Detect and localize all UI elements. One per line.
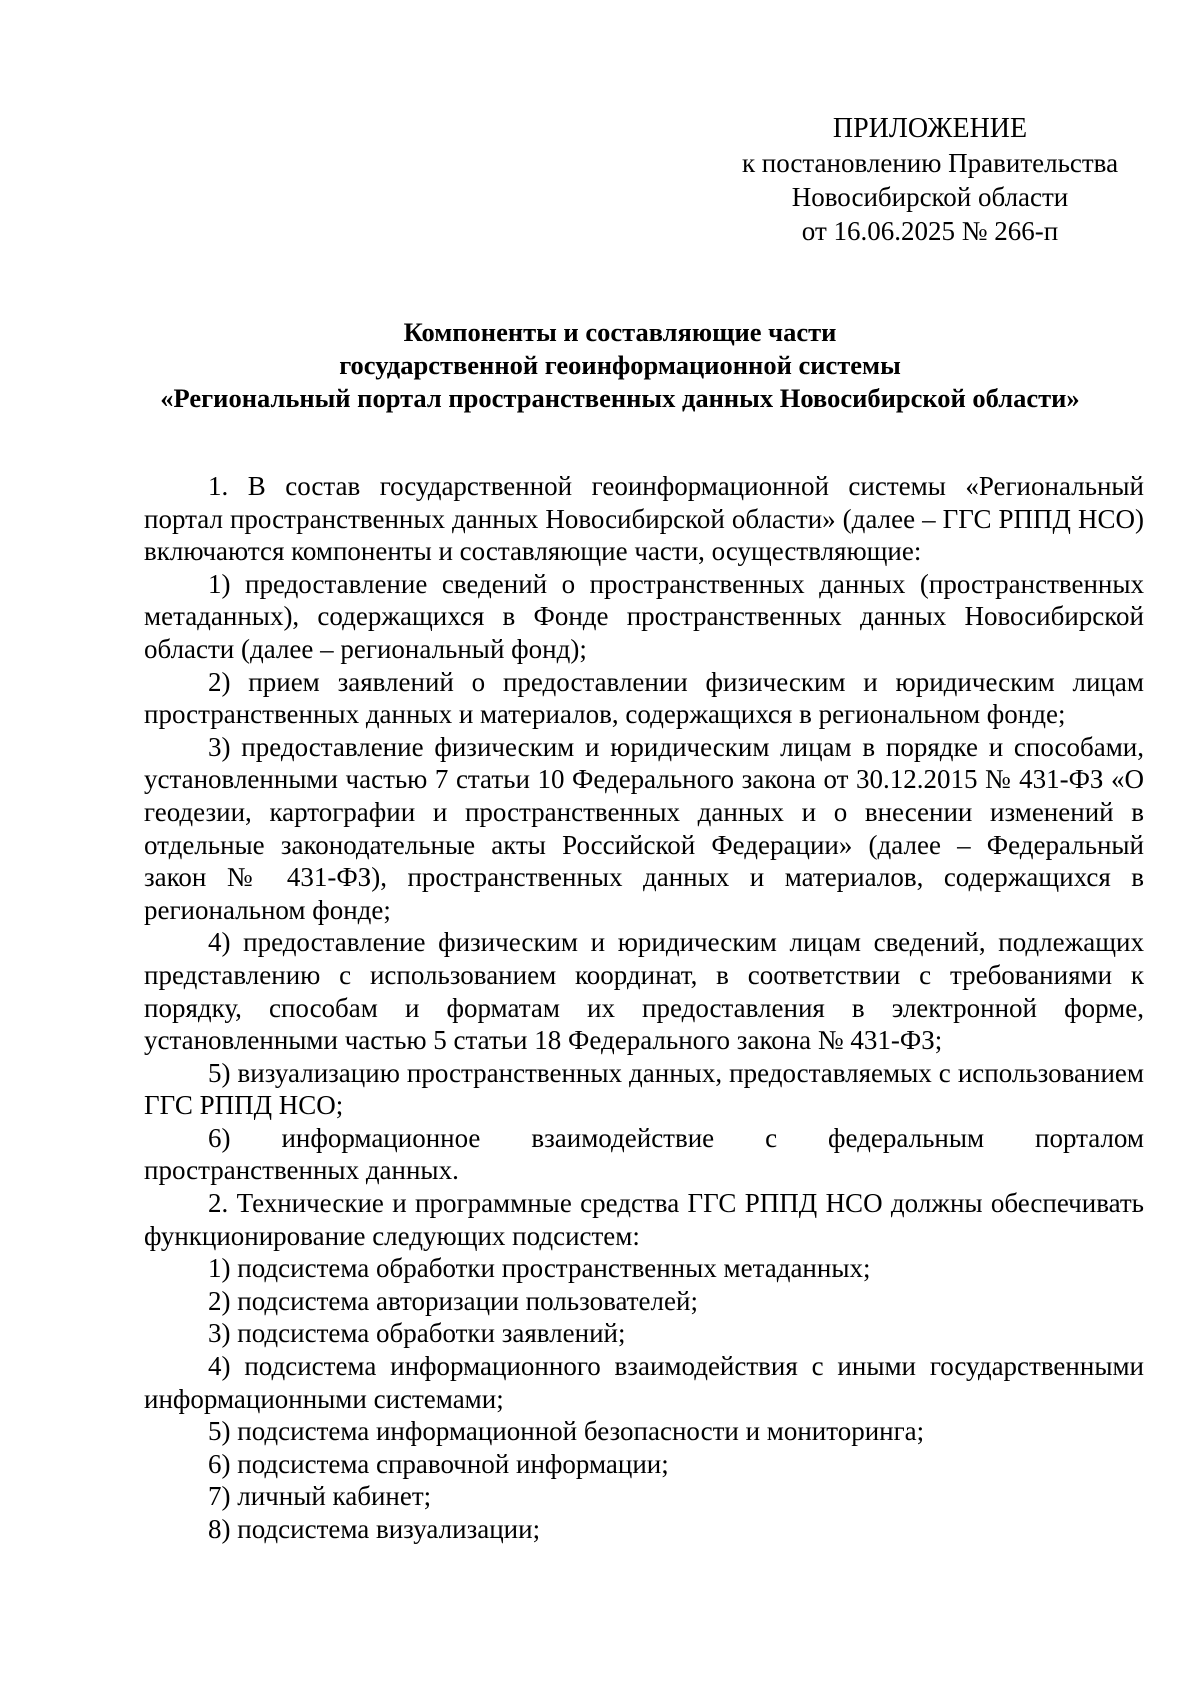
appendix-block: [700, 112, 1160, 248]
paragraph-1: 1. В состав государственной геоинформационной системы «Региональный портал пространственных данных Новосибирской области» (далее – ГГС РППД НСО) включаются компоненты и составляющие части, осуществляющие:: [144, 471, 1144, 567]
paragraph-2-item-7: 7) личный кабинет;: [208, 1481, 432, 1512]
paragraph-1-item-1: 1) предоставление сведений о пространственных данных (пространственных метаданных), содержащихся в Фонде пространственных данных Новосибирской области (далее – региональный фонд);: [144, 568, 1144, 664]
paragraph-2-item-8: 8) подсистема визуализации;: [208, 1514, 541, 1544]
paragraph-2: 2. Технические и программные средства ГГС РППД НСО должны обеспечивать функционирование следующих подсистем:: [144, 1188, 1144, 1251]
paragraph-1-item-2: 2) прием заявлений о предоставлении физическим и юридическим лицам пространственных данных и материалов, содержащихся в региональном фонде;: [144, 666, 1144, 730]
paragraph-1-item-6: 6) информационное взаимодействие с федеральным порталом пространственных данных.: [144, 1122, 1144, 1186]
paragraph-2-item-6: 6) подсистема справочной информации;: [208, 1448, 669, 1479]
paragraph-2-item-1: 1) подсистема обработки пространственных метаданных;: [208, 1253, 871, 1284]
paragraph-2-item-5: 5) подсистема информационной безопасности и мониторинга;: [208, 1416, 925, 1447]
paragraph-1-item-3: 3) предоставление физическим и юридическим лицам в порядке и способами, установленными частью 7 статьи 10 Федерального закона от 30.12.2015 № 431-ФЗ «О геодезии, картографии и пространственных данных и о внесении изменений в отдельные законодательные акты Российской Федерации» (далее – Федеральный закон № 431-ФЗ), пространственных данных и материалов, содержащихся в региональном фонде;: [144, 731, 1144, 925]
paragraph-1-item-4: 4) предоставление физическим и юридическим лицам сведений, подлежащих представлению с использованием координат, в соответствии с требованиями к порядку, способам и форматам их предоставления в электронной форме, установленными частью 5 статьи 18 Федерального закона № 431-ФЗ;: [144, 927, 1144, 1056]
appendix-line-decree: к постановлению Правительства: [741, 148, 1119, 178]
document-heading: [120, 316, 1120, 415]
document-body: [144, 470, 1144, 1546]
paragraph-2-item-2: 2) подсистема авторизации пользователей;: [208, 1285, 698, 1316]
appendix-title: ПРИЛОЖЕНИЕ: [832, 113, 1028, 144]
heading-line-1: Компоненты и составляющие части: [403, 317, 837, 347]
paragraph-1-item-5: 5) визуализацию пространственных данных, предоставляемых с использованием ГГС РППД НСО;: [144, 1057, 1144, 1121]
paragraph-2-item-4: 4) подсистема информационного взаимодействия с иными государственными информационными системами;: [144, 1351, 1144, 1414]
appendix-line-date-number: от 16.06.2025 № 266-п: [801, 216, 1059, 246]
appendix-line-region: Новосибирской области: [791, 182, 1069, 212]
paragraph-2-item-3: 3) подсистема обработки заявлений;: [208, 1318, 626, 1349]
heading-line-2: государственной геоинформационной системы: [339, 350, 901, 380]
heading-line-3: «Региональный портал пространственных данных Новосибирской области»: [160, 383, 1080, 413]
